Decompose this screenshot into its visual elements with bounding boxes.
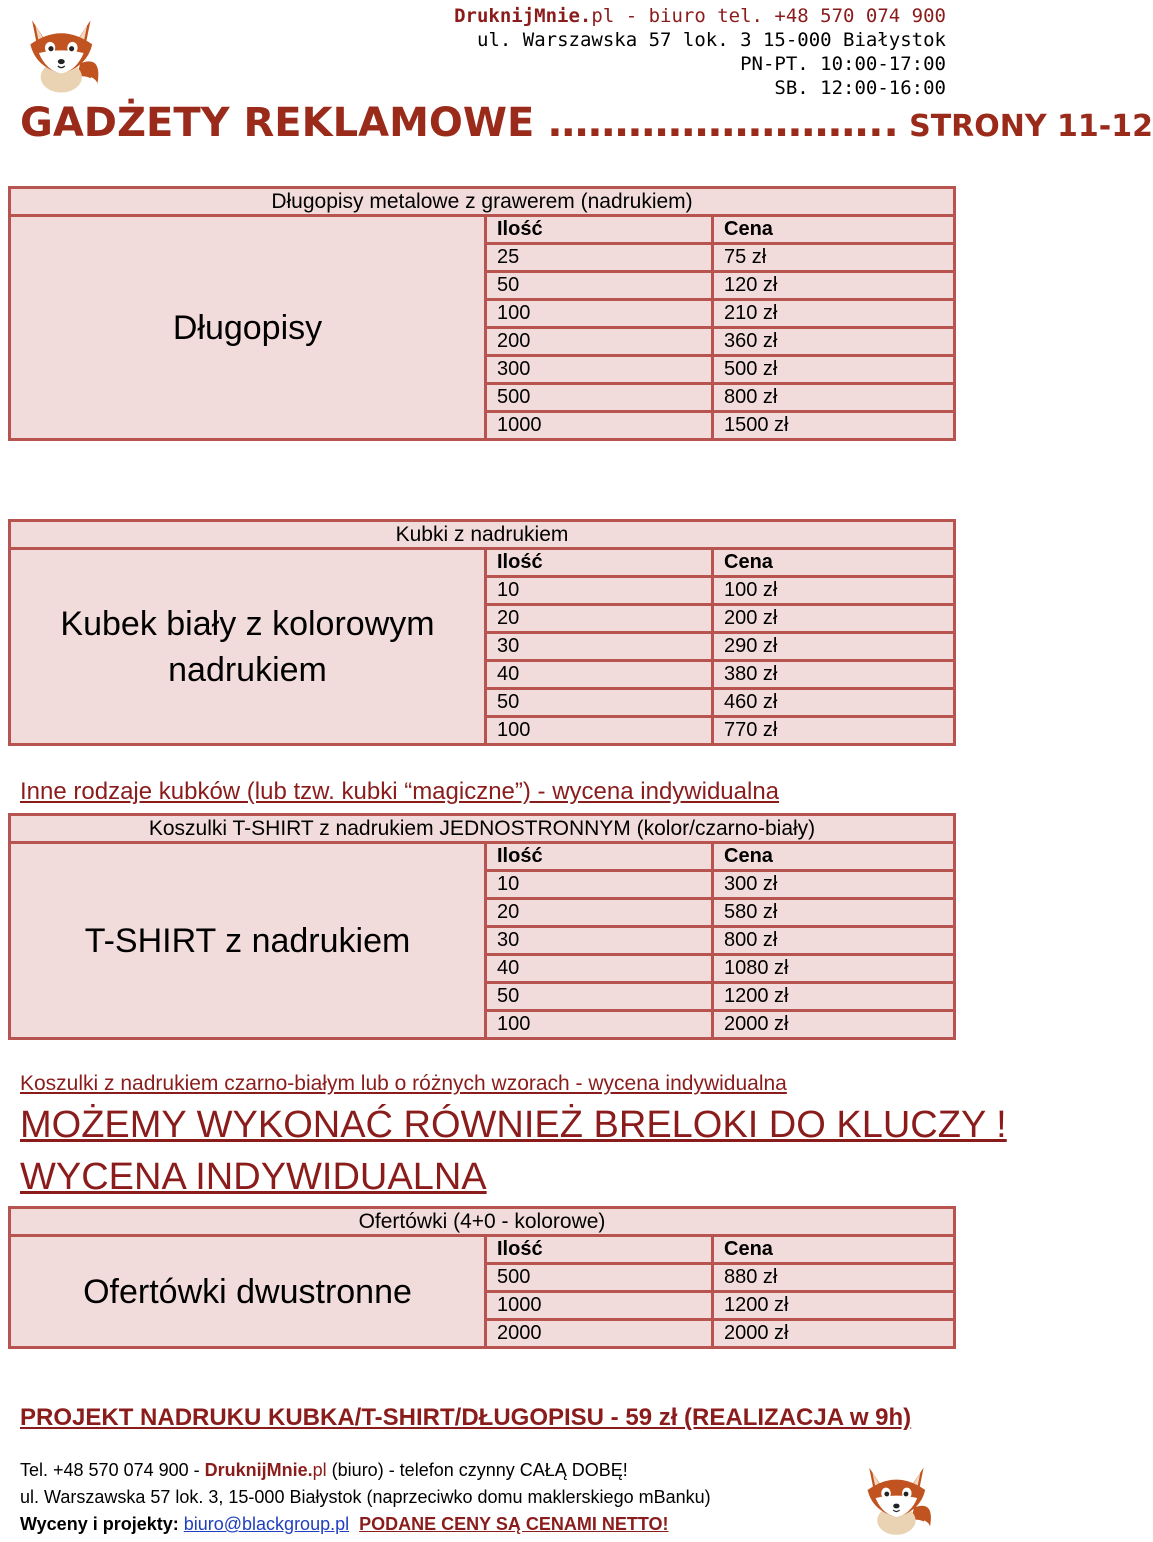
header-hours-weekday: PN-PT. 10:00-17:00	[740, 53, 946, 75]
qty-cell: 100	[486, 717, 713, 745]
fox-logo-icon	[20, 10, 106, 96]
price-cell: 2000 zł	[713, 1320, 955, 1348]
qty-cell: 1000	[486, 1292, 713, 1320]
header-contact	[454, 4, 946, 100]
footer-phone-line	[20, 1460, 628, 1481]
qty-cell: 30	[486, 927, 713, 955]
qty-cell: 25	[486, 244, 713, 272]
qty-cell: 2000	[486, 1320, 713, 1348]
mugs-price-table	[8, 519, 956, 746]
folders-price-header: Cena	[713, 1236, 955, 1264]
tshirts-note: Koszulki z nadrukiem czarno-białym lub o różnych wzorach - wycena indywidualna	[20, 1072, 787, 1095]
qty-cell: 50	[486, 272, 713, 300]
tshirts-price-table	[8, 813, 956, 1040]
footer-address: ul. Warszawska 57 lok. 3, 15-000 Białystok (naprzeciwko domu maklerskiego mBanku)	[20, 1487, 711, 1507]
fox-logo-icon	[858, 1458, 938, 1538]
mugs-note: Inne rodzaje kubków (lub tzw. kubki “magiczne”) - wycena indywidualna	[20, 778, 780, 805]
price-cell: 75 zł	[713, 244, 955, 272]
mugs-price-header: Cena	[713, 549, 955, 577]
qty-cell: 10	[486, 871, 713, 899]
price-cell: 500 zł	[713, 356, 955, 384]
folders-caption: Ofertówki (4+0 - kolorowe)	[10, 1208, 955, 1236]
footer-quotes-label: Wyceny i projekty:	[20, 1514, 184, 1534]
mugs-caption: Kubki z nadrukiem	[10, 521, 955, 549]
qty-cell: 100	[486, 1011, 713, 1039]
qty-cell: 500	[486, 384, 713, 412]
footer-tel: Tel. +48 570 074 900 -	[20, 1460, 205, 1480]
qty-cell: 10	[486, 577, 713, 605]
price-cell: 380 zł	[713, 661, 955, 689]
pens-qty-header: Ilość	[486, 216, 713, 244]
qty-cell: 50	[486, 983, 713, 1011]
price-cell: 1200 zł	[713, 983, 955, 1011]
qty-cell: 20	[486, 605, 713, 633]
tshirts-qty-header: Ilość	[486, 843, 713, 871]
tshirts-label: T-SHIRT z nadrukiem	[10, 843, 486, 1039]
qty-cell: 200	[486, 328, 713, 356]
footer-email-link[interactable]: biuro@blackgroup.pl	[183, 1514, 350, 1534]
price-cell: 800 zł	[713, 927, 955, 955]
brand-name: DruknijMnie.	[454, 5, 592, 27]
footer-quotes-line	[20, 1514, 669, 1535]
mugs-label: Kubek biały z kolorowym nadrukiem	[10, 549, 486, 745]
page-title	[20, 100, 1153, 146]
mugs-qty-header: Ilość	[486, 549, 713, 577]
footer-netto-note: PODANE CENY SĄ CENAMI NETTO!	[359, 1514, 669, 1534]
qty-cell: 300	[486, 356, 713, 384]
price-cell: 460 zł	[713, 689, 955, 717]
header-address: ul. Warszawska 57 lok. 3 15-000 Białystok	[477, 29, 946, 51]
qty-cell: 40	[486, 955, 713, 983]
pens-price-table	[8, 186, 956, 441]
page-title-pages: STRONY 11-12	[898, 109, 1153, 144]
keychains-quote-note: WYCENA INDYWIDUALNA	[20, 1156, 487, 1198]
price-cell: 800 zł	[713, 384, 955, 412]
tshirts-caption: Koszulki T-SHIRT z nadrukiem JEDNOSTRONNYM (kolor/czarno-biały)	[10, 815, 955, 843]
price-cell: 290 zł	[713, 633, 955, 661]
folders-qty-header: Ilość	[486, 1236, 713, 1264]
price-cell: 580 zł	[713, 899, 955, 927]
qty-cell: 1000	[486, 412, 713, 440]
header-phone: - biuro tel. +48 570 074 900	[614, 5, 946, 27]
tshirts-price-header: Cena	[713, 843, 955, 871]
price-cell: 210 zł	[713, 300, 955, 328]
qty-cell: 30	[486, 633, 713, 661]
price-cell: 100 zł	[713, 577, 955, 605]
price-cell: 300 zł	[713, 871, 955, 899]
price-cell: 880 zł	[713, 1264, 955, 1292]
keychains-headline: MOŻEMY WYKONAĆ RÓWNIEŻ BRELOKI DO KLUCZY !	[20, 1104, 1007, 1146]
price-cell: 770 zł	[713, 717, 955, 745]
footer-tel-suffix: (biuro) - telefon czynny CAŁĄ DOBĘ!	[326, 1460, 628, 1480]
price-cell: 1500 zł	[713, 412, 955, 440]
price-cell: 2000 zł	[713, 1011, 955, 1039]
footer-brand-name: DruknijMnie.	[204, 1460, 313, 1480]
pens-label: Długopisy	[10, 216, 486, 440]
folders-price-table	[8, 1206, 956, 1349]
price-cell: 360 zł	[713, 328, 955, 356]
qty-cell: 20	[486, 899, 713, 927]
header-phone-line	[454, 4, 946, 28]
price-cell: 1080 zł	[713, 955, 955, 983]
qty-cell: 100	[486, 300, 713, 328]
page-title-main: GADŻETY REKLAMOWE ……………………..	[20, 100, 899, 146]
price-cell: 1200 zł	[713, 1292, 955, 1320]
folders-label: Ofertówki dwustronne	[10, 1236, 486, 1348]
header-hours-saturday: SB. 12:00-16:00	[774, 77, 946, 99]
price-cell: 200 zł	[713, 605, 955, 633]
qty-cell: 500	[486, 1264, 713, 1292]
project-design-note: PROJEKT NADRUKU KUBKA/T-SHIRT/DŁUGOPISU - 59 zł (REALIZACJA w 9h)	[20, 1404, 912, 1431]
pens-price-header: Cena	[713, 216, 955, 244]
qty-cell: 50	[486, 689, 713, 717]
brand-tld: pl	[591, 5, 615, 27]
qty-cell: 40	[486, 661, 713, 689]
footer-brand-tld: pl	[312, 1460, 327, 1480]
price-cell: 120 zł	[713, 272, 955, 300]
pens-caption: Długopisy metalowe z grawerem (nadrukiem)	[10, 188, 955, 216]
